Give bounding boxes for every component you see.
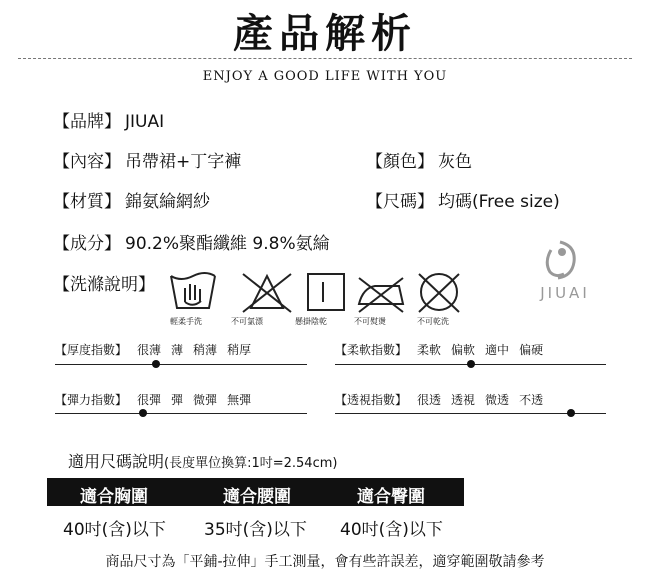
dashed-divider — [18, 58, 632, 59]
transparency-marker — [567, 409, 575, 417]
scale-option: 微透 — [485, 393, 510, 407]
spec-size-value: 均碼(Free size) — [438, 192, 560, 212]
spec-content-value: 吊帶裙+丁字褲 — [125, 152, 242, 172]
scale-header: 【厚度指數】 — [55, 343, 128, 357]
scale-header: 【透視指數】 — [335, 393, 408, 407]
spec-content-key: 【內容】 — [53, 152, 121, 172]
no-dry-clean-icon — [419, 274, 459, 312]
scale-option: 不透 — [519, 393, 544, 407]
scale-option: 很薄 — [137, 343, 162, 357]
hang-dry-icon — [308, 274, 344, 310]
care-label: 不可熨燙 — [354, 317, 386, 326]
spec-brand-value: JIUAI — [125, 112, 165, 132]
scale-option: 適中 — [485, 343, 510, 357]
care-label: 不可氯漂 — [231, 317, 263, 326]
scale-option: 偏硬 — [519, 343, 544, 357]
sizing-title-note: (長度單位換算:1吋=2.54cm) — [164, 456, 338, 471]
spec-color-key: 【顏色】 — [366, 152, 434, 172]
care-label: 懸掛陰乾 — [295, 317, 327, 326]
logo-text: JIUAI — [540, 284, 590, 302]
elasticity-marker — [139, 409, 147, 417]
spec-wash — [53, 270, 155, 295]
elasticity-scale — [55, 391, 261, 408]
sizing-value: 40吋(含)以下 — [63, 520, 166, 540]
sizing-value: 35吋(含)以下 — [204, 520, 307, 540]
care-label: 輕柔手洗 — [170, 317, 202, 326]
spec-color — [366, 147, 472, 172]
sizing-title-text: 適用尺碼說明 — [68, 452, 165, 471]
spec-material-key: 【材質】 — [53, 192, 121, 212]
scale-option: 很彈 — [137, 393, 162, 407]
spec-wash-key: 【洗滌說明】 — [53, 275, 155, 295]
scale-option: 稍薄 — [193, 343, 218, 357]
scale-option: 透視 — [451, 393, 476, 407]
spec-content — [53, 147, 241, 172]
scale-option: 無彈 — [227, 393, 252, 407]
spec-brand-key: 【品牌】 — [53, 112, 121, 132]
hand-wash-icon — [171, 273, 215, 308]
no-bleach-icon — [243, 274, 291, 312]
spec-composition-key: 【成分】 — [53, 234, 121, 254]
sizing-header: 適合腰圍 — [223, 487, 291, 507]
softness-marker — [467, 360, 475, 368]
page-subtitle: ENJOY A GOOD LIFE WITH YOU — [202, 69, 448, 84]
thickness-track — [55, 364, 307, 365]
sizing-value: 40吋(含)以下 — [340, 520, 443, 540]
spec-size-key: 【尺碼】 — [366, 192, 434, 212]
transparency-track — [335, 413, 606, 414]
softness-scale — [335, 341, 553, 358]
page-title: 產品解析 — [233, 11, 417, 57]
spec-color-value: 灰色 — [438, 152, 472, 172]
care-label: 不可乾洗 — [417, 317, 449, 326]
scale-option: 薄 — [171, 343, 184, 357]
spec-composition-value: 90.2%聚酯纖維 9.8%氨綸 — [125, 234, 330, 254]
scale-option: 彈 — [171, 393, 184, 407]
brand-logo-mark — [547, 242, 574, 278]
care-icons — [163, 268, 483, 316]
scale-option: 微彈 — [193, 393, 218, 407]
thickness-scale — [55, 341, 261, 358]
spec-brand — [53, 107, 164, 132]
scale-option: 很透 — [417, 393, 442, 407]
spec-material — [53, 187, 210, 212]
scale-header: 【柔軟指數】 — [335, 343, 408, 357]
scale-option: 偏軟 — [451, 343, 476, 357]
measurement-note: 商品尺寸為「平鋪-拉伸」手工測量，會有些許誤差，適穿範圍敬請參考 — [105, 554, 545, 570]
spec-composition — [53, 229, 330, 254]
scale-option: 柔軟 — [417, 343, 442, 357]
sizing-header: 適合臀圍 — [357, 487, 425, 507]
brand-logo — [520, 232, 610, 302]
thickness-marker — [152, 360, 160, 368]
scale-header: 【彈力指數】 — [55, 393, 128, 407]
sizing-header: 適合胸圍 — [80, 487, 148, 507]
no-iron-icon — [359, 278, 403, 312]
sizing-title — [68, 449, 337, 472]
spec-size — [366, 187, 560, 212]
transparency-scale — [335, 391, 553, 408]
sizing-header-bar — [47, 478, 464, 506]
scale-option: 稍厚 — [227, 343, 252, 357]
spec-material-value: 錦氨綸網紗 — [125, 192, 210, 212]
elasticity-track — [55, 413, 307, 414]
